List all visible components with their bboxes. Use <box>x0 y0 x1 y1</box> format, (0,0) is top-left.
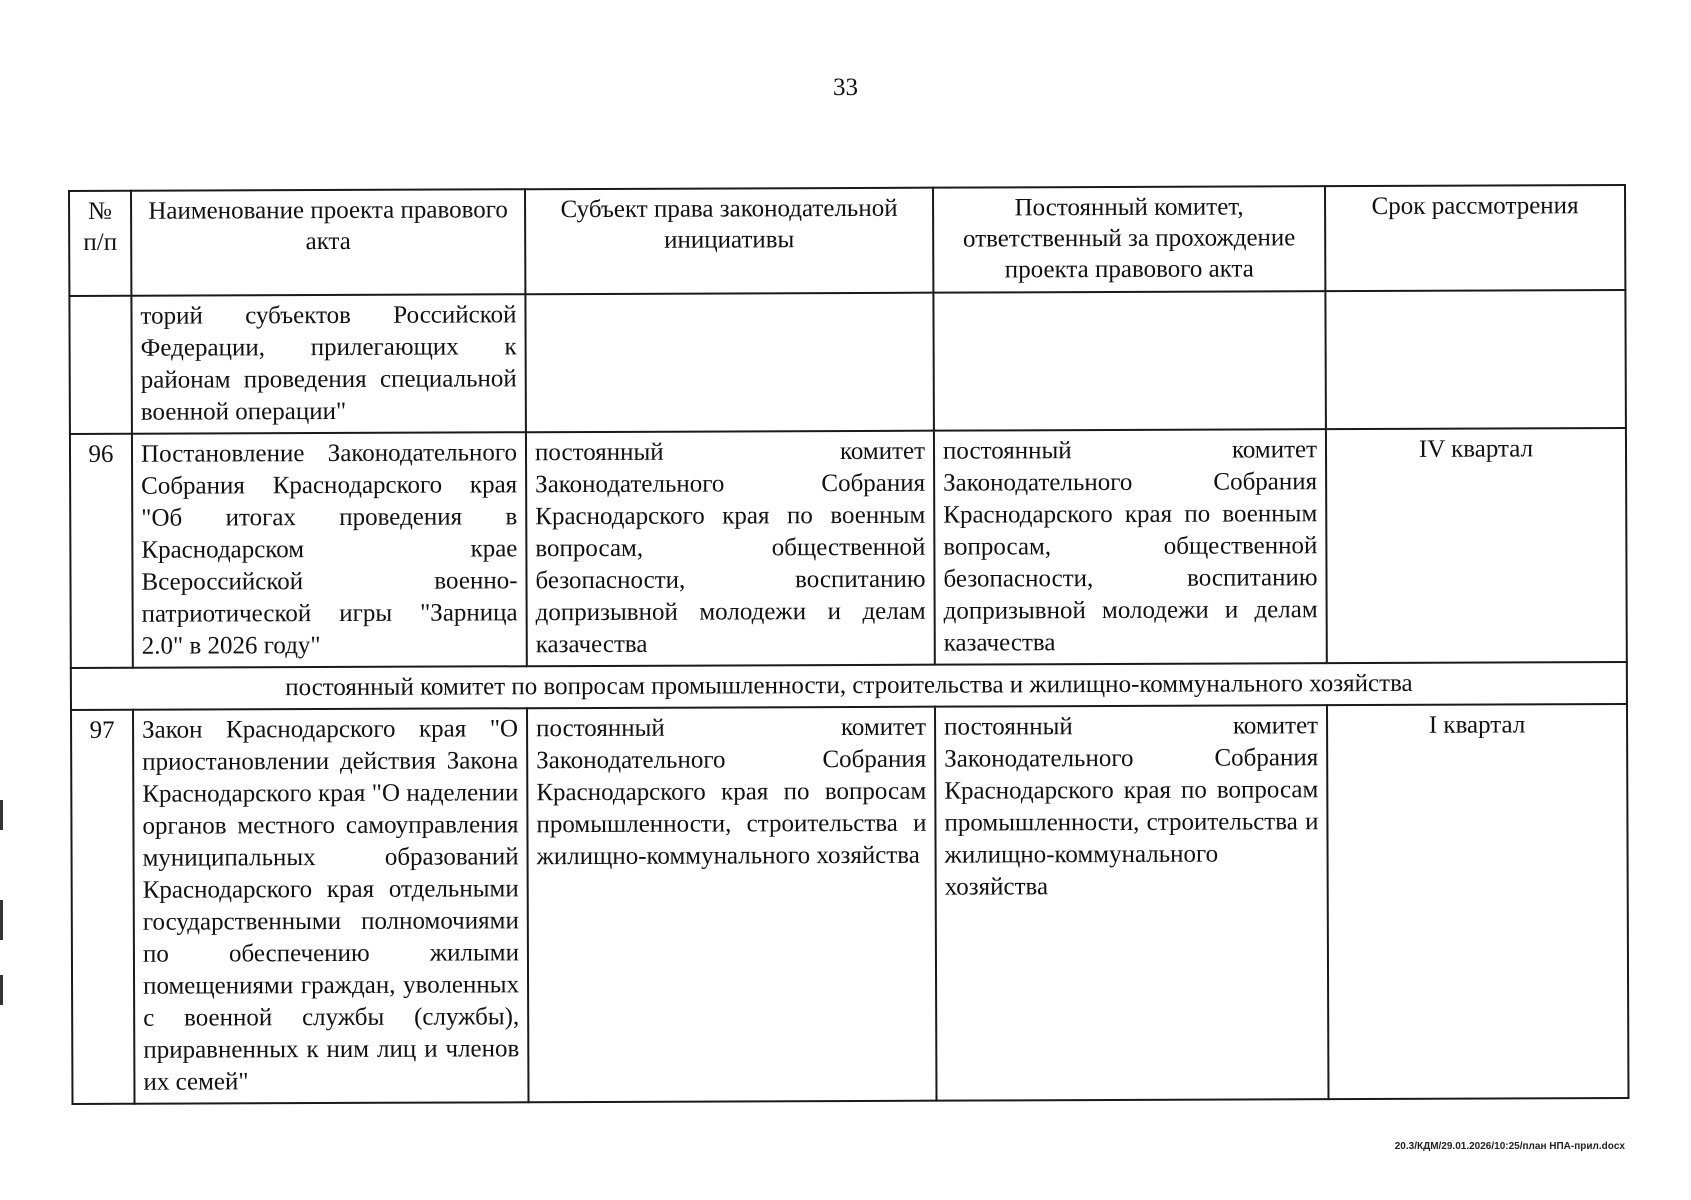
plan-table <box>68 184 1630 1105</box>
row-review-term: I квартал <box>1327 704 1629 1099</box>
row-initiative-subject: постоянный комитет Законодательного Собрания Краснодарского края по вопросам промышленности, строительства и жилищно-коммунального хозяйства <box>527 707 937 1103</box>
table-header-row <box>69 185 1625 296</box>
scan-margin-mark <box>0 800 3 830</box>
row-number: 96 <box>70 434 133 668</box>
row-project-name: Закон Краснодарского края "О приостановлении действия Закона Краснодарского края "О наделении органов местного самоуправления муниципальных образований Краснодарского края отдельными государственными полномочиями по обеспечению жилыми помещениями граждан, уволенных с военной службы (службы), приравненных к ним лиц и членов их семей" <box>133 708 529 1104</box>
row-responsible-committee: постоянный комитет Законодательного Собрания Краснодарского края по военным вопросам, общественной безопасности, воспитанию допризывной молодежи и делам казачества <box>934 429 1327 665</box>
scan-margin-mark <box>0 900 3 940</box>
scan-margin-mark <box>0 975 3 1005</box>
section-title: постоянный комитет по вопросам промышленности, строительства и жилищно-коммунального хозяйства <box>71 662 1627 710</box>
section-row <box>71 662 1627 710</box>
header-project-name: Наименование проекта правового акта <box>131 189 525 296</box>
header-review-term: Срок рассмотрения <box>1325 185 1625 291</box>
row-initiative-subject: постоянный комитет Законодательного Собрания Краснодарского края по военным вопросам, общественной безопасности, воспитанию допризывной молодежи и делам казачества <box>526 431 935 667</box>
header-initiative-subject: Субъект права законодательной инициативы <box>525 188 933 295</box>
table-row <box>70 428 1627 668</box>
header-number: № п/п <box>69 191 131 296</box>
row-responsible-committee: постоянный комитет Законодательного Собрания Краснодарского края по вопросам промышленности, строительства и жилищно-коммунального хозяйства <box>935 705 1329 1101</box>
row-initiative-subject <box>525 293 934 433</box>
table-row <box>71 704 1629 1104</box>
row-review-term: IV квартал <box>1326 428 1627 663</box>
row-project-name: торий субъектов Российской Федерации, прилегающих к районам проведения специальной военной операции" <box>131 294 526 434</box>
page-number: 33 <box>833 74 858 101</box>
row-project-name: Постановление Законодательного Собрания Краснодарского края "Об итогах проведения в Краснодарском крае Всероссийской военно-патриотической игры "Зарница 2.0" в 2026 году" <box>132 432 527 668</box>
row-number <box>69 296 132 434</box>
table-row <box>69 290 1626 434</box>
row-number: 97 <box>71 710 135 1104</box>
row-review-term <box>1325 290 1626 429</box>
row-responsible-committee <box>933 291 1326 431</box>
header-responsible-committee: Постоянный комитет, ответственный за прохождение проекта правового акта <box>933 186 1325 293</box>
document-footer-reference: 20.3/КДМ/29.01.2026/10:25/план НПА-прил.docx <box>1394 1141 1625 1152</box>
